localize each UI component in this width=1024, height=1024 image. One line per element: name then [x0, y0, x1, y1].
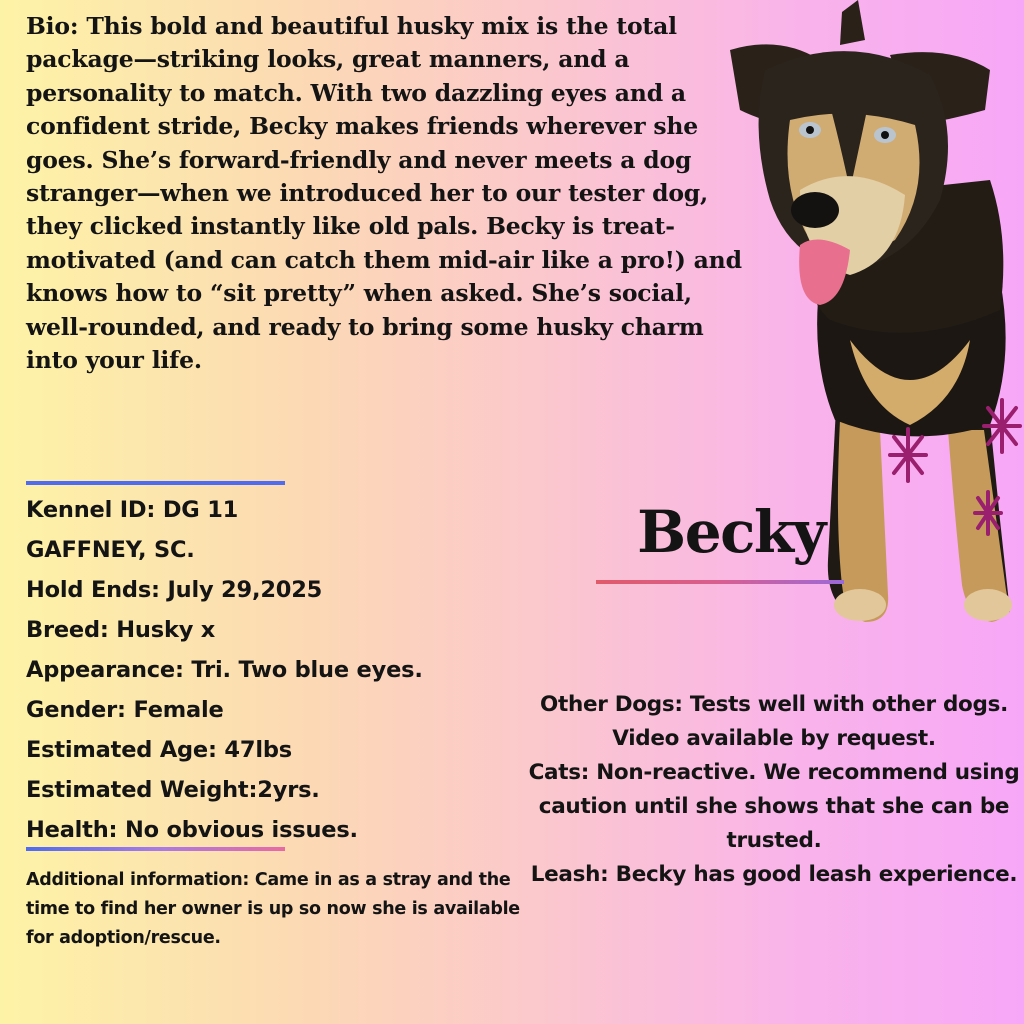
estimated-age: Estimated Age: 47lbs [26, 737, 292, 763]
bio-divider [26, 481, 285, 485]
location: GAFFNEY, SC. [26, 537, 195, 563]
breed: Breed: Husky x [26, 617, 216, 643]
facts-list [26, 490, 423, 850]
compatibility-info [520, 688, 1024, 892]
facts-divider [26, 847, 285, 851]
additional-info: Additional information: Came in as a stray and the time to find her owner is up so now she is available for adoption/rescue. [26, 870, 520, 948]
sparkle-icon [980, 396, 1024, 456]
hold-ends: Hold Ends: July 29,2025 [26, 577, 323, 603]
health: Health: No obvious issues. [26, 817, 358, 843]
sparkle-icon [972, 488, 1004, 538]
other-dogs-info: Other Dogs: Tests well with other dogs. Video available by request. [540, 692, 1008, 751]
cats-info: Cats: Non-reactive. We recommend using caution until she shows that she can be trusted. [528, 760, 1020, 853]
gender: Gender: Female [26, 697, 224, 723]
name-underline [596, 580, 844, 584]
dog-name: Becky [637, 498, 825, 566]
leash-info: Leash: Becky has good leash experience. [530, 862, 1018, 887]
appearance: Appearance: Tri. Two blue eyes. [26, 657, 423, 683]
sparkle-icon [886, 425, 930, 485]
estimated-weight: Estimated Weight:2yrs. [26, 777, 320, 803]
bio-text: Bio: This bold and beautiful husky mix is the total package—striking looks, great manners, and a personality to match. With two dazzling eyes and a confident stride, Becky makes friends wherever she goes. She’s forward-friendly and never meets a dog stranger—when we introduced her to our tester dog, they clicked instantly like old pals. Becky is treat-motivated (and can catch them mid-air like a pro!) and knows how to “sit pretty” when asked. She’s social, well-rounded, and ready to bring some husky charm into your life. [26, 12, 742, 375]
kennel-id: Kennel ID: DG 11 [26, 497, 239, 523]
